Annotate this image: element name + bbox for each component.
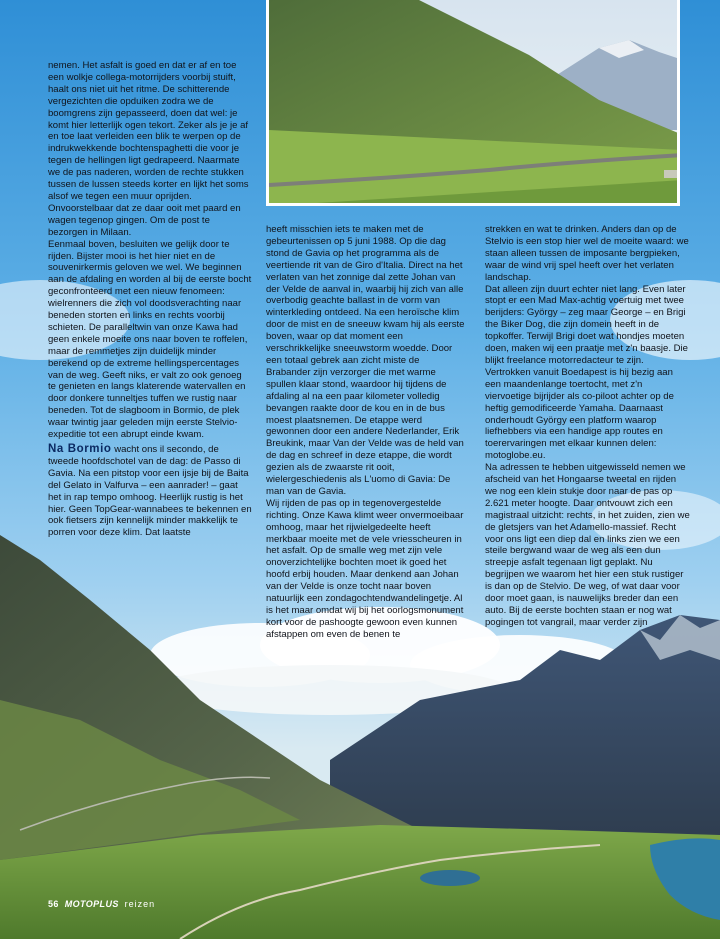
column-3 [485,224,690,629]
col1-paragraph-3-text: wacht ons il secondo, de tweede hoofdschotel van de dag: de Passo di Gavia. Na een pitstop voor een ijsje bij de Baita del Gelato in Valfurva – een aanrader! – gaat het in rap tempo omhoog. Heerlijk rustig is het hier. Geen TopGear-wannabees te bekennen en ook fietsers zijn kennelijk minder makkelijk te porren voor deze klim. Dat laatste [48,444,252,539]
page-number: 56 [48,899,59,909]
col1-paragraph-1: nemen. Het asfalt is goed en dat er af en toe een wolkje collega-motorrijders voorbij stuift, haalt ons niet uit het ritme. De schitterende vergezichten die opduiken zodra we de boomgrens zijn gepasseerd, doen dat wel: je komt hier letterlijk ogen tekort. Zeker als je je af en toe laat verleiden een blik te werpen op de indrukwekkende bochtenspaghetti die voor je tegen de hellingen ligt gedrapeerd. Naarmate we de pas naderen, worden de rechte stukken tussen de lussen steeds korter en lijkt het soms alsof we tegen een muur oprijden. Onvoorstelbaar dat ze daar ooit met paard en wagen tegenop gingen. Om de post te bezorgen in Milaan. [48,60,249,238]
col2-paragraph-1: heeft misschien iets te maken met de gebeurtenissen op 5 juni 1988. Op die dag stond de Gavia op het programma als de veertiende rit van de Giro d'Italia. Direct na het verlaten van het zonnige dal zette Johan van der Velde de aanval in, waarbij hij zich van alle overbodig geachte ballast in de vorm van winterkleding ontdeed. Na een heroïsche klim door de mist en de sneeuw kwam hij als eerste boven, waar op dat moment een verschrikkelijke sneeuwstorm woedde. Door een totaal gebrek aan zicht miste de Brabander zijn verzorger die met warme spullen klaar stond, waardoor hij tijdens de afdaling al na een paar kilometer volledig bevangen raakte door de kou en in de bus moest plaatsnemen. De etappe werd gewonnen door een andere Nederlander, Erik Breukink, maar Van der Velde was de held van de dag en schreef in deze etappe, die wordt gezien als de zwaarste rit ooit, wielergeschiedenis als L'uomo di Gavia: De man van de Gavia. [266,224,465,497]
column-1 [48,60,252,539]
page-folio [48,899,155,909]
inset-photo-mountain-road [266,0,680,206]
col1-paragraph-2: Eenmaal boven, besluiten we gelijk door te rijden. Bijster mooi is het hier niet en de souvenirkermis geloven we wel. We beginnen aan de afdaling en worden al bij de eerste bocht geconfronteerd met een nieuw fenomeen: wielrenners die zich vol doodsverachting naar beneden storten en links en rechts voorbij schieten. De paralleltwin van onze Kawa had geen enkele moeite ons naar boven te roffelen, maar de remmetjes zijn duidelijk minder berekend op de extreme hellingspercentages van de weg. Geeft niks, er valt zo ook genoeg te genieten en langs klaterende watervallen en door donkere tunneltjes tuffen we rustig naar beneden. Tot de slagboom in Bormio, de plek waar twintig jaar geleden mijn eerste Stelvio-expeditie tot een abrupt einde kwam. [48,238,252,441]
col3-paragraph-3: Na adressen te hebben uitgewisseld nemen we afscheid van het Hongaarse tweetal en rijden we nog een klein stukje door naar de pas op 2.621 meter hoogte. Daar ontvouwt zich een magistraal uitzicht: rechts, in het zuiden, zien we de gletsjers van het Adamello-massief. Recht voor ons ligt een diep dal en links zien we een steile bergwand waar de weg als een dun streepje asfalt tegenaan ligt geplakt. Nu begrijpen we waarom het hier een stuk rustiger is dan op de Stelvio. De weg, of wat daar voor door moet gaan, is nauwelijks breder dan een auto. Bij de eerste bochten staan er nog wat pogingen tot vangrail, maar verder zijn [485,462,690,628]
col3-paragraph-1: strekken en wat te drinken. Anders dan op de Stelvio is een stop hier wel de moeite waard: we staan alleen tussen de imposante bergpieken, waar de wind vrij spel heeft over het verlaten landschap. [485,224,689,283]
section-name: reizen [124,899,156,909]
magazine-name: MOTOPLUS [64,899,119,909]
col2-paragraph-2: Wij rijden de pas op in tegenovergestelde richting. Onze Kawa klimt weer onvermoeibaar omhoog, maar het rijwielgedeelte heeft merkbaar moeite met de vele vriesscheuren in het asfalt. Op de smalle weg met zijn vele onoverzichtelijke bochten moet ik goed het hoofd erbij houden. Maar denkend aan Johan van der Velde is onze tocht naar boven natuurlijk een zondagochtendwandelingetje. Al is het maar omdat wij bij het oorlogsmonument kort voor de pashoogte gewoon even kunnen afstappen om even de benen te [266,497,464,640]
col1-paragraph-3 [48,444,252,539]
column-2 [266,224,466,641]
col3-paragraph-2: Dat alleen zijn duurt echter niet lang. Even later stopt er een Mad Max-achtig voertuig met twee berijders: György – zeg maar George – en Brigi the Biker Dog, die zijn domein heeft in de topkoffer. Terwijl Brigi doet wat hondjes moeten doen, maken wij een praatje met z'n baasje. Die blijkt freelance motorredacteur te zijn. Vertrokken vanuit Boedapest is hij bezig aan een maandenlange toertocht, met z'n viervoetige bijrijder als co-piloot achter op de heftig gemodificeerde Yamaha. Daarnaast onderhoudt György een platform waarop liefhebbers via een handige app routes en toerervaringen met elkaar kunnen delen: motoglobe.eu. [485,283,688,462]
section-lead-in: Na Bormio [48,443,112,455]
